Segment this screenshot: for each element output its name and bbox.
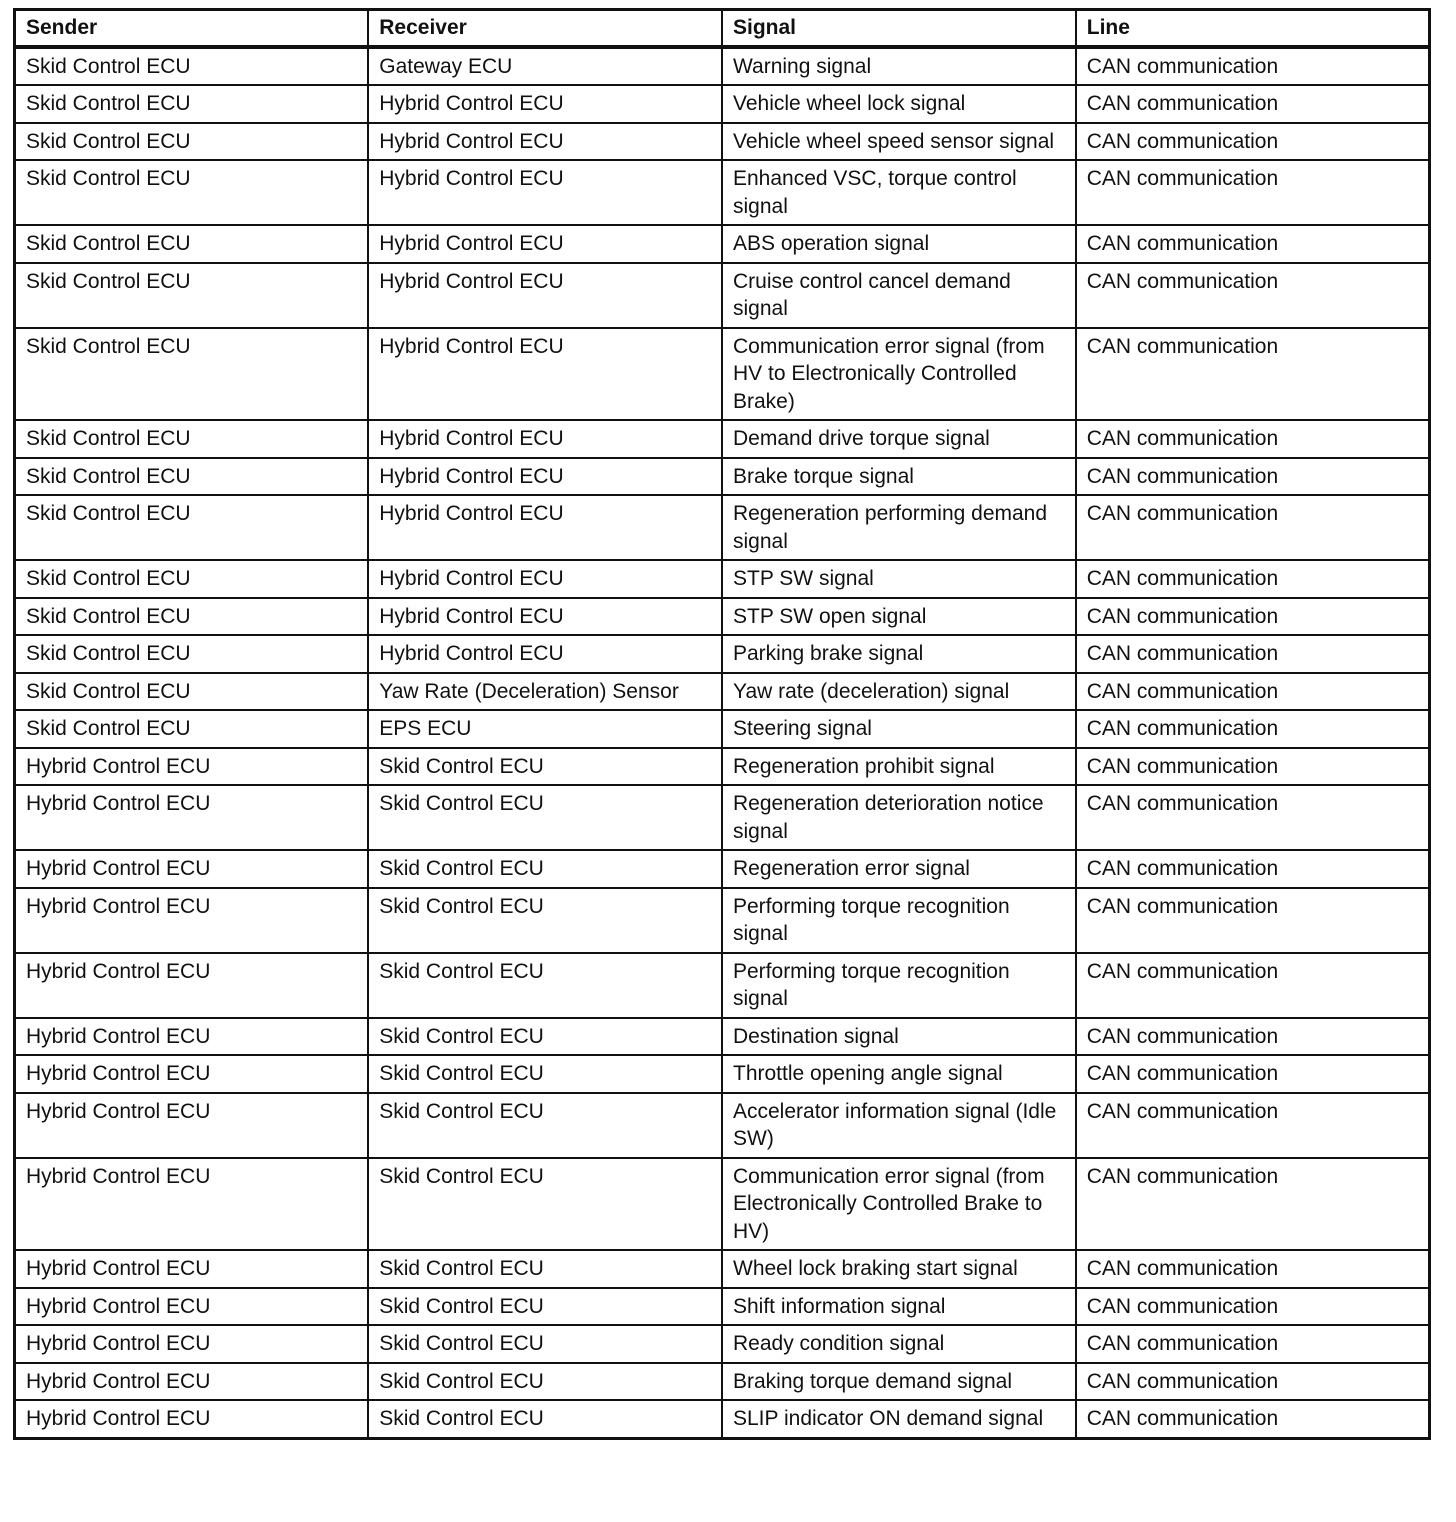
cell-sender: Skid Control ECU: [15, 598, 369, 636]
cell-signal: Cruise control cancel demand signal: [722, 263, 1076, 328]
cell-signal: Enhanced VSC, torque control signal: [722, 160, 1076, 225]
cell-signal: Regeneration error signal: [722, 850, 1076, 888]
cell-sender: Hybrid Control ECU: [15, 1250, 369, 1288]
cell-receiver: Hybrid Control ECU: [368, 85, 722, 123]
cell-sender: Skid Control ECU: [15, 420, 369, 458]
cell-signal: STP SW signal: [722, 560, 1076, 598]
cell-line: CAN communication: [1076, 1055, 1430, 1093]
cell-receiver: Hybrid Control ECU: [368, 458, 722, 496]
cell-line: CAN communication: [1076, 1363, 1430, 1401]
cell-sender: Skid Control ECU: [15, 710, 369, 748]
cell-receiver: Yaw Rate (Deceleration) Sensor: [368, 673, 722, 711]
cell-line: CAN communication: [1076, 495, 1430, 560]
cell-signal: Demand drive torque signal: [722, 420, 1076, 458]
cell-sender: Skid Control ECU: [15, 225, 369, 263]
cell-sender: Hybrid Control ECU: [15, 1093, 369, 1158]
cell-line: CAN communication: [1076, 1093, 1430, 1158]
cell-sender: Hybrid Control ECU: [15, 1363, 369, 1401]
cell-line: CAN communication: [1076, 263, 1430, 328]
cell-signal: Accelerator information signal (Idle SW): [722, 1093, 1076, 1158]
cell-line: CAN communication: [1076, 458, 1430, 496]
cell-sender: Hybrid Control ECU: [15, 888, 369, 953]
cell-signal: STP SW open signal: [722, 598, 1076, 636]
cell-sender: Hybrid Control ECU: [15, 1055, 369, 1093]
cell-sender: Hybrid Control ECU: [15, 1400, 369, 1438]
cell-line: CAN communication: [1076, 888, 1430, 953]
cell-sender: Hybrid Control ECU: [15, 748, 369, 786]
cell-signal: Regeneration performing demand signal: [722, 495, 1076, 560]
cell-sender: Hybrid Control ECU: [15, 953, 369, 1018]
cell-line: CAN communication: [1076, 47, 1430, 86]
cell-sender: Hybrid Control ECU: [15, 1018, 369, 1056]
cell-signal: Brake torque signal: [722, 458, 1076, 496]
cell-sender: Skid Control ECU: [15, 123, 369, 161]
cell-line: CAN communication: [1076, 710, 1430, 748]
cell-receiver: Skid Control ECU: [368, 1400, 722, 1438]
cell-signal: Regeneration prohibit signal: [722, 748, 1076, 786]
table-row: [15, 1018, 1430, 1056]
cell-sender: Hybrid Control ECU: [15, 850, 369, 888]
cell-line: CAN communication: [1076, 1400, 1430, 1438]
cell-sender: Hybrid Control ECU: [15, 785, 369, 850]
cell-sender: Skid Control ECU: [15, 85, 369, 123]
cell-receiver: Skid Control ECU: [368, 1325, 722, 1363]
header-signal: Signal: [722, 10, 1076, 47]
cell-sender: Skid Control ECU: [15, 328, 369, 421]
cell-line: CAN communication: [1076, 328, 1430, 421]
cell-line: CAN communication: [1076, 850, 1430, 888]
cell-line: CAN communication: [1076, 1325, 1430, 1363]
table-row: [15, 1288, 1430, 1326]
cell-line: CAN communication: [1076, 1250, 1430, 1288]
cell-receiver: Hybrid Control ECU: [368, 160, 722, 225]
table-row: [15, 263, 1430, 328]
cell-signal: Performing torque recognition signal: [722, 953, 1076, 1018]
cell-sender: Hybrid Control ECU: [15, 1158, 369, 1251]
cell-receiver: Skid Control ECU: [368, 953, 722, 1018]
table-row: [15, 420, 1430, 458]
table-row: [15, 85, 1430, 123]
cell-receiver: Hybrid Control ECU: [368, 263, 722, 328]
table-row: [15, 888, 1430, 953]
cell-line: CAN communication: [1076, 1158, 1430, 1251]
cell-sender: Skid Control ECU: [15, 47, 369, 86]
cell-signal: Communication error signal (from Electronically Controlled Brake to HV): [722, 1158, 1076, 1251]
cell-signal: SLIP indicator ON demand signal: [722, 1400, 1076, 1438]
cell-receiver: Skid Control ECU: [368, 785, 722, 850]
cell-receiver: Skid Control ECU: [368, 1055, 722, 1093]
cell-line: CAN communication: [1076, 123, 1430, 161]
cell-receiver: Hybrid Control ECU: [368, 598, 722, 636]
cell-signal: Regeneration deterioration notice signal: [722, 785, 1076, 850]
cell-receiver: Gateway ECU: [368, 47, 722, 86]
table-row: [15, 635, 1430, 673]
cell-signal: Steering signal: [722, 710, 1076, 748]
signal-table: [13, 8, 1431, 1440]
cell-sender: Skid Control ECU: [15, 458, 369, 496]
header-line: Line: [1076, 10, 1430, 47]
cell-receiver: Skid Control ECU: [368, 850, 722, 888]
cell-line: CAN communication: [1076, 160, 1430, 225]
table-row: [15, 225, 1430, 263]
cell-line: CAN communication: [1076, 85, 1430, 123]
table-row: [15, 160, 1430, 225]
cell-sender: Skid Control ECU: [15, 160, 369, 225]
cell-signal: Destination signal: [722, 1018, 1076, 1056]
cell-line: CAN communication: [1076, 1288, 1430, 1326]
header-sender: Sender: [15, 10, 369, 47]
cell-sender: Skid Control ECU: [15, 560, 369, 598]
cell-receiver: EPS ECU: [368, 710, 722, 748]
cell-signal: Vehicle wheel lock signal: [722, 85, 1076, 123]
cell-sender: Skid Control ECU: [15, 495, 369, 560]
table-row: [15, 123, 1430, 161]
cell-line: CAN communication: [1076, 953, 1430, 1018]
cell-signal: Performing torque recognition signal: [722, 888, 1076, 953]
table-row: [15, 328, 1430, 421]
cell-line: CAN communication: [1076, 560, 1430, 598]
header-row: [15, 10, 1430, 47]
cell-receiver: Skid Control ECU: [368, 748, 722, 786]
table-row: [15, 598, 1430, 636]
cell-receiver: Skid Control ECU: [368, 1158, 722, 1251]
table-row: [15, 953, 1430, 1018]
table-row: [15, 495, 1430, 560]
table-row: [15, 785, 1430, 850]
cell-receiver: Hybrid Control ECU: [368, 328, 722, 421]
cell-line: CAN communication: [1076, 420, 1430, 458]
table-row: [15, 1325, 1430, 1363]
cell-receiver: Skid Control ECU: [368, 1288, 722, 1326]
table-header: [15, 10, 1430, 47]
cell-signal: Parking brake signal: [722, 635, 1076, 673]
cell-receiver: Hybrid Control ECU: [368, 560, 722, 598]
cell-receiver: Hybrid Control ECU: [368, 635, 722, 673]
table-row: [15, 673, 1430, 711]
table-row: [15, 47, 1430, 86]
cell-signal: Shift information signal: [722, 1288, 1076, 1326]
cell-line: CAN communication: [1076, 635, 1430, 673]
table-row: [15, 458, 1430, 496]
cell-line: CAN communication: [1076, 673, 1430, 711]
table-row: [15, 1093, 1430, 1158]
cell-receiver: Skid Control ECU: [368, 1363, 722, 1401]
cell-receiver: Hybrid Control ECU: [368, 420, 722, 458]
cell-receiver: Skid Control ECU: [368, 1018, 722, 1056]
cell-signal: Throttle opening angle signal: [722, 1055, 1076, 1093]
table-body: [15, 47, 1430, 1439]
cell-line: CAN communication: [1076, 1018, 1430, 1056]
cell-line: CAN communication: [1076, 748, 1430, 786]
cell-signal: Braking torque demand signal: [722, 1363, 1076, 1401]
cell-signal: Wheel lock braking start signal: [722, 1250, 1076, 1288]
header-receiver: Receiver: [368, 10, 722, 47]
cell-sender: Hybrid Control ECU: [15, 1288, 369, 1326]
cell-receiver: Hybrid Control ECU: [368, 123, 722, 161]
cell-receiver: Skid Control ECU: [368, 888, 722, 953]
cell-sender: Skid Control ECU: [15, 263, 369, 328]
table-row: [15, 710, 1430, 748]
cell-signal: Ready condition signal: [722, 1325, 1076, 1363]
table-row: [15, 1400, 1430, 1438]
table-row: [15, 1158, 1430, 1251]
table-row: [15, 1250, 1430, 1288]
table-row: [15, 560, 1430, 598]
table-row: [15, 850, 1430, 888]
cell-signal: Vehicle wheel speed sensor signal: [722, 123, 1076, 161]
cell-receiver: Hybrid Control ECU: [368, 495, 722, 560]
cell-signal: Yaw rate (deceleration) signal: [722, 673, 1076, 711]
cell-signal: Communication error signal (from HV to Electronically Controlled Brake): [722, 328, 1076, 421]
cell-receiver: Skid Control ECU: [368, 1093, 722, 1158]
cell-sender: Skid Control ECU: [15, 635, 369, 673]
cell-receiver: Hybrid Control ECU: [368, 225, 722, 263]
cell-signal: ABS operation signal: [722, 225, 1076, 263]
cell-sender: Skid Control ECU: [15, 673, 369, 711]
cell-sender: Hybrid Control ECU: [15, 1325, 369, 1363]
table-row: [15, 1363, 1430, 1401]
cell-line: CAN communication: [1076, 785, 1430, 850]
cell-line: CAN communication: [1076, 225, 1430, 263]
cell-signal: Warning signal: [722, 47, 1076, 86]
cell-receiver: Skid Control ECU: [368, 1250, 722, 1288]
table-row: [15, 1055, 1430, 1093]
cell-line: CAN communication: [1076, 598, 1430, 636]
table-row: [15, 748, 1430, 786]
